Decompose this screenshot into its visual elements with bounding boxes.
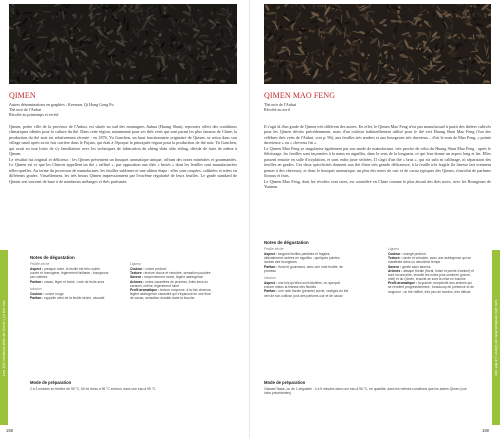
note-label: Couleur : xyxy=(30,291,45,296)
note-entry xyxy=(264,281,349,289)
note-label: Arômes : xyxy=(130,279,145,284)
tea-harvest: Récolté au avril xyxy=(264,107,290,112)
note-text: une note florale (pensée) suivie, vestiges du thé vert de son cultivar, puis des parfums cuir et de cacao xyxy=(264,289,349,298)
note-text: attaque florale (floral, boisé et pointe d'ambre) et sont reconnaître, ensuite les notes plus sombres (poivre, miel) et du Qimen, ensuite se sont la mise en bouche xyxy=(388,268,475,282)
note-entry xyxy=(30,296,110,300)
column-heading: Infusion xyxy=(264,275,276,280)
chapter-band xyxy=(0,250,8,425)
note-label: Parfum : xyxy=(264,289,278,294)
note-entry xyxy=(388,256,476,264)
preparation-title: Mode de préparation xyxy=(30,380,72,385)
tasting-notes-column-leaf xyxy=(30,262,110,300)
tasting-notes-column-liquor xyxy=(388,247,476,294)
note-text: floral et gourmand, avec une note fruitée, de pruneau xyxy=(264,264,343,273)
note-label: Saveur : xyxy=(130,275,144,280)
column-heading: Infusion xyxy=(30,286,42,291)
note-text: rappelle celui de la feuille sèche, cacaoté xyxy=(44,296,105,301)
tea-title: QIMEN MAO FENG xyxy=(264,91,336,100)
note-text: texture moyenne, à la fois charnue, légère astringence cacaotée qui s'épanouit en une final de cacao, sensation durable dans la bouche xyxy=(130,287,212,301)
note-text: une fois qu'elles sont dépliées, on aperçoit encore mieux la finesse des feuilles xyxy=(264,281,340,290)
note-text: longues feuilles parfaites et fragiles, délicatement roulées en aiguilles ; quelques pointes dorées des bourgeons xyxy=(264,252,340,265)
note-text: cuivré profond xyxy=(145,267,167,272)
chapter-band-text: Les 100 meilleurs thés de Chine | Le thé noir xyxy=(2,299,6,376)
chapter-band xyxy=(492,250,500,425)
note-label: Aspect : xyxy=(264,252,278,257)
note-text: ronde et veloutée, avec une astringence qui se manifeste dans un deuxième temps xyxy=(388,256,471,265)
note-text: cuivre rouge xyxy=(45,291,64,296)
description-paragraph: Le résultat fut original et délicieux : les Qimen présentent un bouquet aromatique unique, offrant des notes minérales et gourmandes. Le Qimen est ce que les Chinois appellent un thé « raffiné », par opposition aux thés « brisés » dont les feuilles sont manufacturées telles-quelles. Au terme du processus de manufacture, les feuilles sublimes et une ultime étape : elles sont coupées, calibrées et triées en différents grades. Visuellement, les très beaux Qimen impressionnent par l'extrême régularité de leurs feuilles. Le grade standard de Qimen sert souvent de base à de nombreux mélanges et thés parfumés. xyxy=(9,156,237,184)
note-label: Texture : xyxy=(130,271,144,276)
note-text: orangé profond xyxy=(403,252,426,257)
note-entry xyxy=(264,252,349,264)
note-entry xyxy=(264,265,349,273)
tea-origin: Thé noir de l'Anhui xyxy=(264,102,297,107)
tasting-notes-column-liquor xyxy=(130,262,215,300)
column-heading: Liqueur xyxy=(130,262,141,266)
right-page xyxy=(250,0,500,438)
note-text: texture douce et veloutée, sensation poudrée xyxy=(144,271,211,276)
description-paragraph: Le Qimen Mao Feng, dont les récoltes sont rares, est considéré en Chine comme le plus abouti des thés noirs, avec les Bourgeons de Yunnan. xyxy=(264,178,491,189)
note-label: Couleur : xyxy=(388,252,403,257)
preparation-text: 2 à 3 minutes en théière de 95 °C, 60 ml d'eau à 95 °C environ, dans une eau à 95 °C. xyxy=(30,387,157,391)
column-heading: Feuille sèche xyxy=(30,262,50,266)
note-label: Arômes : xyxy=(388,268,403,273)
note-label: Profil aromatique : xyxy=(388,281,418,286)
note-label: Saveur : xyxy=(388,264,402,269)
note-label: Parfum : xyxy=(264,264,278,269)
note-label: Aspect : xyxy=(264,281,278,286)
note-entry xyxy=(264,289,349,297)
qimen-leaf-photo xyxy=(9,4,237,84)
tasting-notes-title: Notes de dégustation xyxy=(30,255,75,260)
chapter-band-text: Les 100 meilleurs thés de Chine | Le thé noir xyxy=(494,299,498,376)
description-paragraph: Il s'agit là d'un grade de Qimen très différent des autres. En effet, le Qimen Mao Feng n'est pas manufacturé à partir des théiers cultivés pour les Qimen décrits précédemment, mais d'un cultivar habituellement utilisé pour le thé vert Huang Shan Mao Feng (l'un des célèbres thés verts de l'Anhui, voir p. 96), aux feuilles très tendres et aux bourgeons très duveteux – d'où le nom de Mao Feng, « pointe duveteuse » ou « cheveux fin ». xyxy=(264,124,491,146)
note-entry xyxy=(388,281,476,293)
note-text: la grande complexité des arômes qui se révèlent progressivement ; beaucoup de présence et de longueur ; un thé raffiné, très peu de tannins, très délicat xyxy=(388,281,474,294)
note-label: Parfum : xyxy=(30,296,44,301)
note-entry xyxy=(130,288,215,300)
note-entry xyxy=(130,280,215,288)
description-paragraph: Le Qimen Mao Feng se singularise également par son mode de manufacture, très proche de celui du Huang Shan Mao Feng : après le flétrissage, les feuilles sont façonnées à la main en aiguilles, dans le sens de la longueur, ce qui leur donne un aspect long et fin. Elles passent ensuite en salle d'oxydation, et sont enfin juste séchées. Il s'agit d'un thé « brut », qui n'a subi ni calibrage, ni séparation des feuilles en grades. Ces deux spécificités donnent aux thé d'une très grande délicatesse, à la feuille très fragile (la finesse fait vraiment penser à des cheveux), et donc le bouquet aromatique, un plus des notes de cuir et de cacao typiques des Qimen, s'enrichit de parfums floraux et frais. xyxy=(264,145,491,179)
note-text: cacao, léger et boisé ; note de fruits secs xyxy=(44,279,105,284)
note-text: presque noire, la feuille est très roulée, courte et homogène, légèrement brillante ; bourgeons peu visibles xyxy=(30,267,109,280)
note-text: moyennement ronde, légère astringence xyxy=(143,275,204,280)
tasting-notes-column-leaf xyxy=(264,247,349,298)
page-number: 158 xyxy=(6,428,13,433)
qimen-mao-feng-leaf-photo xyxy=(264,4,491,84)
tea-description xyxy=(9,124,237,234)
note-label: Profil aromatique : xyxy=(130,287,160,292)
tea-title: QIMEN xyxy=(9,91,36,100)
tea-description xyxy=(264,124,491,234)
note-label: Texture : xyxy=(388,256,402,261)
note-label: Couleur : xyxy=(130,267,145,272)
tasting-notes-title: Notes de dégustation xyxy=(264,240,309,245)
note-text: gentle sans tannins xyxy=(401,264,431,269)
note-label: Parfum : xyxy=(30,279,44,284)
note-text: notes cacaotées de pruneau, fruits secs ou caramel, chêne, légèrement fumé xyxy=(130,279,209,288)
note-entry xyxy=(388,269,476,281)
tea-harvest: Récolté au printemps et en été xyxy=(9,112,59,117)
note-label: Aspect : xyxy=(30,267,44,272)
tea-alt-names: Autres dénominations en graphies : Keemun, Qi Hong Gong Fu xyxy=(9,102,114,107)
preparation-text: Gaiwan/Tasse, ou de 1 dégustée : 4 à 5 minutes dans une eau à 95 °C, en quantité, dans les mêmes conditions que les autres Qimen (voir infos précédentes) xyxy=(264,387,467,396)
note-entry xyxy=(30,280,110,284)
note-entry xyxy=(30,267,110,279)
description-paragraph: Qimen, petite ville de la province de l'Anhui, est située au sud des montagnes Jiuhua (Huang Shan), reposoirs offert des conditions climatiques idéales pour la culture du thé. Dans cette région, notamment pour ses thés verts qui sont parmi les plus fameux de Chine, la production du thé noir est relativement récente : en 1876, Yu Ganchen, un haut fonctionnaire originaire de Qimen, se retira dans son village natal après avoir fait carrière dans le Fujian, qui était à l'époque la principale région pour la production de thé noir. Yu Ganchen, qui avait eu tout loisir de s'y familiariser avec les techniques de fabrication du zhèng shān xiǎo zhǒng, décida de faire de même à Qimen. xyxy=(9,124,237,157)
column-heading: Liqueur xyxy=(388,247,399,251)
preparation-title: Mode de préparation xyxy=(264,380,306,385)
column-heading: Feuille sèche xyxy=(264,247,284,251)
page-number: 159 xyxy=(482,428,489,433)
tea-origin: Thé noir de l'Anhui xyxy=(9,107,42,112)
